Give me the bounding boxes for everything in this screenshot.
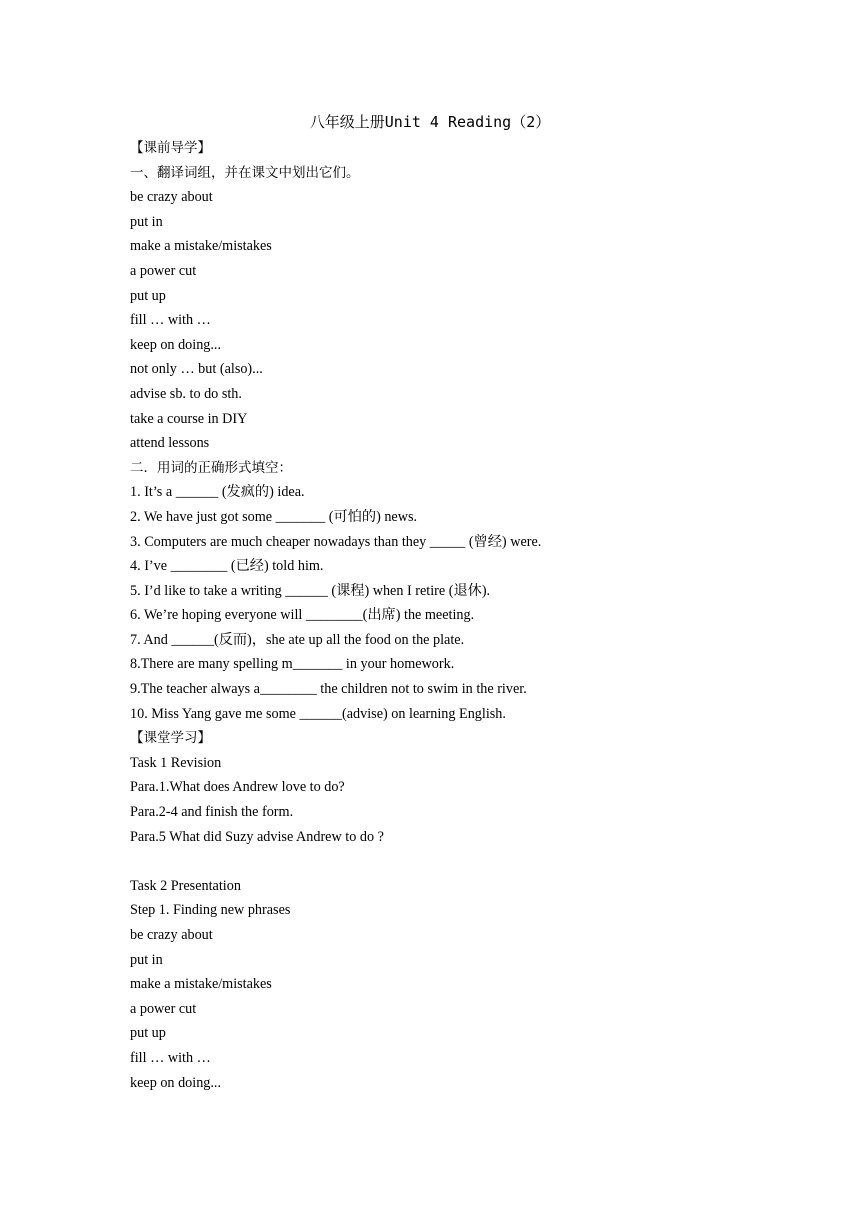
exercise-item: 5. I’d like to take a writing ______ (课程) when I retire (退休). (130, 582, 491, 599)
phrase-item: make a mistake/mistakes (130, 976, 272, 993)
exercise-item: 4. I’ve ________ (已经) told him. (130, 558, 324, 575)
task1-item: Para.1.What does Andrew love to do? (130, 779, 345, 796)
phrase-item: put in (130, 951, 163, 968)
phrase-item: a power cut (130, 1000, 197, 1017)
exercise-item: 7. And ______(反而)，she ate up all the food on the plate. (130, 631, 465, 648)
phrase-item: take a course in DIY (130, 410, 248, 427)
phrase-item: put up (130, 287, 166, 304)
exercise-item: 8.There are many spelling m_______ in your homework. (130, 656, 455, 673)
task1-title: Task 1 Revision (130, 754, 222, 771)
phrase-item: keep on doing... (130, 336, 222, 353)
phrase-item: advise sb. to do sth. (130, 385, 242, 402)
exercise-item: 10. Miss Yang gave me some ______(advise) on learning English. (130, 705, 506, 722)
exercise-item: 3. Computers are much cheaper nowadays than they _____ (曾经) were. (130, 533, 542, 550)
part2-instruction: 二．用词的正确形式填空： (130, 459, 292, 476)
document-body (130, 136, 810, 1095)
phrase-item: fill … with … (130, 1049, 211, 1066)
part1-phrase-list (130, 185, 810, 456)
exercise-item: 9.The teacher always a________ the children not to swim in the river. (130, 681, 527, 698)
part1-instruction: 一、翻译词组，并在课文中划出它们。 (130, 164, 360, 181)
blank-line (130, 849, 810, 874)
phrase-item: keep on doing... (130, 1074, 222, 1091)
task1-item: Para.2-4 and finish the form. (130, 804, 294, 821)
phrase-item: be crazy about (130, 927, 213, 943)
task2-title: Task 2 Presentation (130, 877, 241, 894)
page-title: 八年级上册Unit 4 Reading（2） (309, 113, 551, 131)
phrase-item: fill … with … (130, 312, 211, 329)
task2-phrase-list (130, 923, 810, 1095)
phrase-item: make a mistake/mistakes (130, 238, 272, 255)
phrase-item: put up (130, 1025, 166, 1042)
task1-item: Para.5 What did Suzy advise Andrew to do ? (130, 828, 384, 845)
part2-exercise-list (130, 480, 810, 726)
phrase-item: not only … but (also)... (130, 361, 263, 378)
task1-list (130, 775, 810, 849)
pre-study-header: 【课前导学】 (130, 140, 211, 156)
phrase-item: attend lessons (130, 435, 210, 452)
phrase-item: a power cut (130, 262, 197, 279)
exercise-item: 6. We’re hoping everyone will ________(出席) the meeting. (130, 607, 475, 624)
phrase-item: be crazy about (130, 189, 213, 206)
task2-step1: Step 1. Finding new phrases (130, 902, 291, 919)
class-study-header: 【课堂学习】 (130, 730, 211, 747)
exercise-item: 1. It’s a ______ (发疯的) idea. (130, 484, 305, 501)
exercise-item: 2. We have just got some _______ (可怕的) news. (130, 508, 418, 525)
phrase-item: put in (130, 213, 163, 230)
